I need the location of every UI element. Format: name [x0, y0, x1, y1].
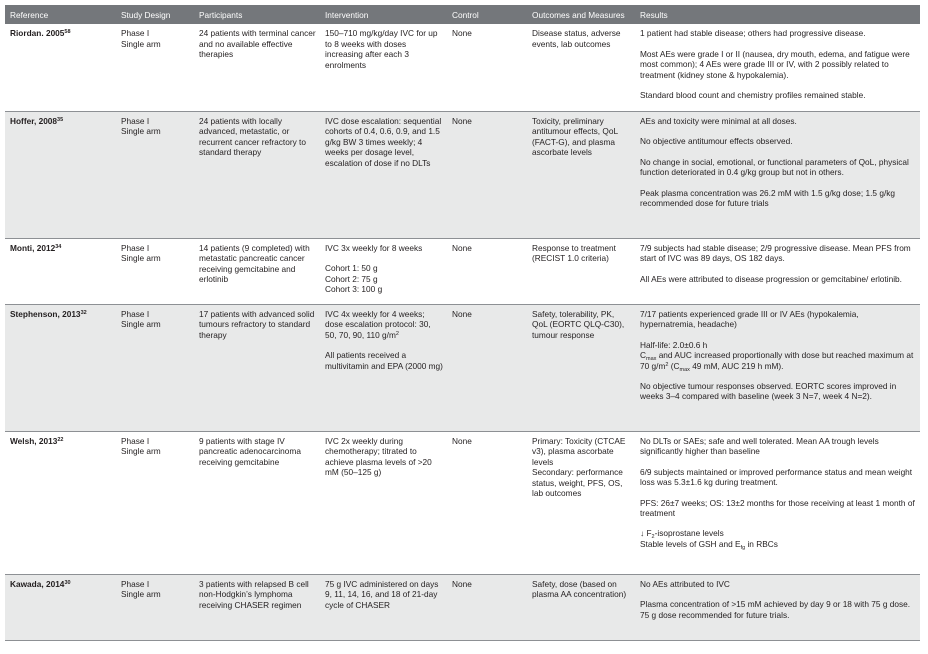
intervention-cell: IVC 4x weekly for 4 weeks; dose escalation protocol: 30, 50, 70, 90, 110 $g/m^2$ All patients received a multivitamin and EPA (2000 mg) — [320, 304, 447, 431]
reference-cell: Hoffer, 2008$^{35}$ — [5, 111, 116, 238]
reference-cell: Kawada, 2014$^{30}$ — [5, 574, 116, 640]
design-cell: Phase I Single arm — [116, 238, 194, 304]
outcomes-cell: Safety, dose (based on plasma AA concentration) — [527, 574, 635, 640]
evidence-table-page — [5, 5, 920, 641]
outcomes-cell: Safety, tolerability, PK, QoL (EORTC QLQ-C30), tumour response — [527, 304, 635, 431]
table-row — [5, 111, 920, 238]
participants-cell: 17 patients with advanced solid tumours refractory to standard therapy — [194, 304, 320, 431]
table-row — [5, 431, 920, 574]
control-cell: None — [447, 431, 527, 574]
results-cell: 7/9 subjects had stable disease; 2/9 progressive disease. Mean PFS from start of IVC was 89 days, OS 182 days. All AEs were attributed to disease progression or gemcitabine/ erlotinib. — [635, 238, 920, 304]
control-cell: None — [447, 24, 527, 111]
intervention-cell: IVC 3x weekly for 8 weeks Cohort 1: 50 g Cohort 2: 75 g Cohort 3: 100 g — [320, 238, 447, 304]
control-cell: None — [447, 111, 527, 238]
results-cell: 1 patient had stable disease; others had progressive disease. Most AEs were grade I or II (nausea, dry mouth, edema, and fatigue were most common); 4 AEs were grade III or IV, with 2 possibly related to treatment (kidney stone & hypokalemia). Standard blood count and chemistry profiles remained stable. — [635, 24, 920, 111]
intervention-cell: 150–710 mg/kg/day IVC for up to 8 weeks with doses increasing after each 3 enrolments — [320, 24, 447, 111]
participants-cell: 14 patients (9 completed) with metastatic pancreatic cancer receiving gemcitabine and erlotinib — [194, 238, 320, 304]
header-intervention: Intervention — [320, 5, 447, 24]
reference-cell: Riordan. 2005$^{58}$ — [5, 24, 116, 111]
table-row — [5, 304, 920, 431]
table-row — [5, 24, 920, 111]
header-outcomes: Outcomes and Measures — [527, 5, 635, 24]
outcomes-cell: Response to treatment (RECIST 1.0 criteria) — [527, 238, 635, 304]
results-cell: AEs and toxicity were minimal at all doses. No objective antitumour effects observed. No change in social, emotional, or functional parameters of QoL, physical function deteriorated in 0.4 g/kg group but not in others. Peak plasma concentration was 26.2 mM with 1.5 g/kg dose; 1.5 g/kg recommended dose for future trials — [635, 111, 920, 238]
header-control: Control — [447, 5, 527, 24]
control-cell: None — [447, 574, 527, 640]
table-row — [5, 574, 920, 640]
results-cell: 7/17 patients experienced grade III or IV AEs (hypokalemia, hypernatremia, headache) Half-life: 2.0±0.6 h $C_{max}$ and AUC increased proportionally with dose but reached maximum at 70 $g/m^2$ ($C_{max}$ 49 mM, AUC 219 h mM). No objective tumour responses observed. EORTC scores improved in weeks 3–4 compared with baseline (week 3 N=7, week 4 N=2). — [635, 304, 920, 431]
results-cell: No DLTs or SAEs; safe and well tolerated. Mean AA trough levels significantly higher than baseline 6/9 subjects maintained or improved performance status and mean weight loss was 5.3±1.6 kg during treatment. PFS: 26±7 weeks; OS: 13±2 months for those receiving at least 1 month of treatment ↓ $F_2$-isoprostane levels Stable levels of GSH and $E_{fg}$ in RBCs — [635, 431, 920, 574]
design-cell: Phase I Single arm — [116, 431, 194, 574]
reference-cell: Stephenson, 2013$^{32}$ — [5, 304, 116, 431]
participants-cell: 9 patients with stage IV pancreatic adenocarcinoma receiving gemcitabine — [194, 431, 320, 574]
design-cell: Phase I Single arm — [116, 111, 194, 238]
table-row — [5, 238, 920, 304]
intervention-cell: IVC dose escalation: sequential cohorts of 0.4, 0.6, 0.9, and 1.5 g/kg BW 3 times weekly; 4 weeks per dosage level, escalation of dose if no DLTs — [320, 111, 447, 238]
participants-cell: 24 patients with terminal cancer and no available effective therapies — [194, 24, 320, 111]
reference-cell: Welsh, 2013$^{22}$ — [5, 431, 116, 574]
results-cell: No AEs attributed to IVC Plasma concentration of >15 mM achieved by day 9 or 18 with 75 g dose. 75 g dose recommended for future trials. — [635, 574, 920, 640]
outcomes-cell: Primary: Toxicity (CTCAE v3), plasma ascorbate levels Secondary: performance status, weight, PFS, OS, lab outcomes — [527, 431, 635, 574]
control-cell: None — [447, 238, 527, 304]
intervention-cell: 75 g IVC administered on days 9, 11, 14, 16, and 18 of 21-day cycle of CHASER — [320, 574, 447, 640]
outcomes-cell: Toxicity, preliminary antitumour effects, QoL (FACT-G), and plasma ascorbate levels — [527, 111, 635, 238]
intervention-cell: IVC 2x weekly during chemotherapy; titrated to achieve plasma levels of >20 mM (50–125 g) — [320, 431, 447, 574]
participants-cell: 3 patients with relapsed B cell non-Hodgkin’s lymphoma receiving CHASER regimen — [194, 574, 320, 640]
table-header-row — [5, 5, 920, 24]
outcomes-cell: Disease status, adverse events, lab outcomes — [527, 24, 635, 111]
design-cell: Phase I Single arm — [116, 304, 194, 431]
header-results: Results — [635, 5, 920, 24]
reference-cell: Monti, 2012$^{34}$ — [5, 238, 116, 304]
clinical-trials-table — [5, 5, 920, 641]
design-cell: Phase I Single arm — [116, 24, 194, 111]
header-reference: Reference — [5, 5, 116, 24]
participants-cell: 24 patients with locally advanced, metastatic, or recurrent cancer refractory to standard therapy — [194, 111, 320, 238]
header-participants: Participants — [194, 5, 320, 24]
control-cell: None — [447, 304, 527, 431]
header-study-design: Study Design — [116, 5, 194, 24]
design-cell: Phase I Single arm — [116, 574, 194, 640]
